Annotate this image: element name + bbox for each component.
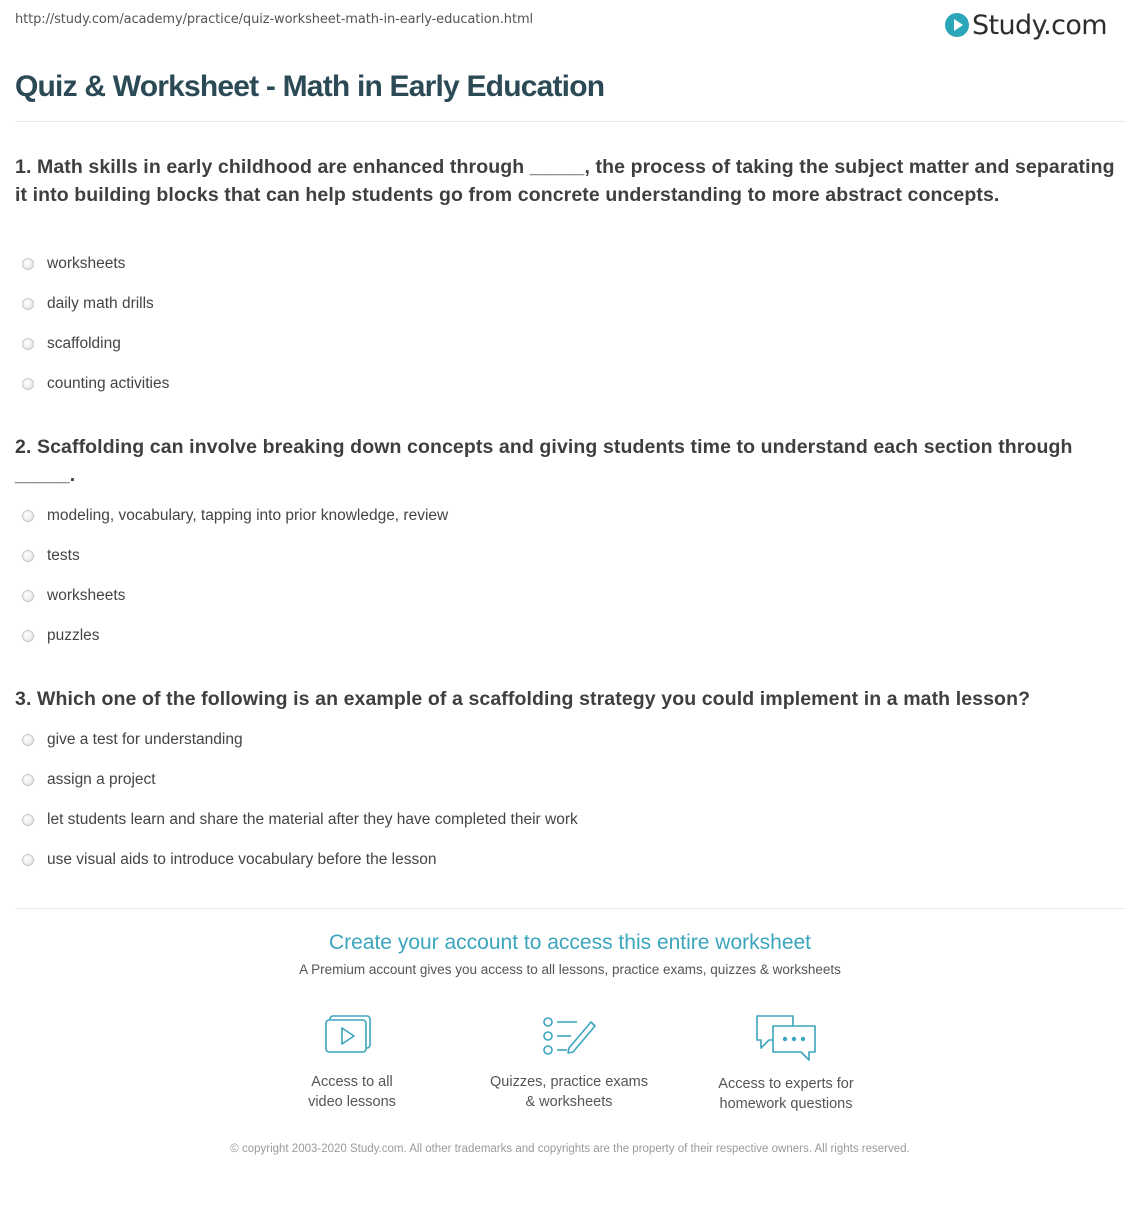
play-logo-icon [945,13,969,37]
answer-option[interactable] [22,848,436,872]
quiz-checklist-icon [539,1012,599,1060]
answer-option[interactable] [22,332,121,356]
answer-label: tests [47,547,80,564]
chat-bubbles-icon [753,1012,819,1062]
feature-label: Access to experts for homework questions [718,1076,854,1112]
radio-button[interactable] [22,630,34,642]
answer-label: worksheets [47,587,126,604]
divider [15,121,1125,122]
radio-button[interactable] [22,298,34,310]
answer-option[interactable] [22,252,125,276]
logo-text: Study.com [972,9,1107,41]
answer-label: daily math drills [47,295,154,312]
video-lessons-icon [322,1012,382,1060]
answer-option[interactable] [22,372,169,396]
feature-quizzes [459,1012,679,1112]
question-1: 1. Math skills in early childhood are enhanced through _____, the process of taking the subject matter and separating it into building blocks that can help students go from concrete understanding to more abstract concepts. [15,156,1115,206]
answer-option[interactable] [22,292,154,316]
feature-label: Access to all video lessons [308,1074,396,1110]
radio-button[interactable] [22,734,34,746]
answer-option[interactable] [22,728,243,752]
page-url: http://study.com/academy/practice/quiz-worksheet-math-in-early-education.html [15,12,534,27]
feature-experts [676,1012,896,1114]
copyright-notice: © copyright 2003-2020 Study.com. All other trademarks and copyrights are the property of their respective owners. All rights reserved. [230,1143,910,1155]
answer-option[interactable] [22,808,578,832]
radio-button[interactable] [22,774,34,786]
radio-button[interactable] [22,590,34,602]
radio-button[interactable] [22,378,34,390]
answer-label: counting activities [47,375,170,392]
radio-button[interactable] [22,258,34,270]
answer-label: assign a project [47,771,156,788]
top-bar [0,0,1140,50]
answer-label: puzzles [47,627,100,644]
answer-option[interactable] [22,768,156,792]
study-logo[interactable] [945,7,1107,43]
page-title: Quiz & Worksheet - Math in Early Education [15,70,605,103]
answer-option[interactable] [22,624,100,648]
answer-label: give a test for understanding [47,731,243,748]
feature-label: Quizzes, practice exams & worksheets [490,1074,648,1110]
feature-video-lessons [242,1012,462,1112]
radio-button[interactable] [22,854,34,866]
answer-label: worksheets [47,255,126,272]
radio-button[interactable] [22,510,34,522]
cta-subtitle: A Premium account gives you access to all lessons, practice exams, quizzes & worksheets [299,962,841,977]
question-3: 3. Which one of the following is an example of a scaffolding strategy you could implement in a math lesson? [15,688,1031,710]
create-account-link[interactable]: Create your account to access this entire worksheet [328,931,812,954]
answer-option[interactable] [22,584,125,608]
answer-label: scaffolding [47,335,121,352]
radio-button[interactable] [22,338,34,350]
question-2: 2. Scaffolding can involve breaking down concepts and giving students time to understand each section through _____. [15,436,1073,486]
answer-option[interactable] [22,504,448,528]
radio-button[interactable] [22,814,34,826]
answer-label: use visual aids to introduce vocabulary before the lesson [47,851,437,868]
radio-button[interactable] [22,550,34,562]
divider [15,908,1125,909]
answer-label: let students learn and share the material after they have completed their work [47,811,578,828]
answer-option[interactable] [22,544,80,568]
answer-label: modeling, vocabulary, tapping into prior knowledge, review [47,507,449,524]
